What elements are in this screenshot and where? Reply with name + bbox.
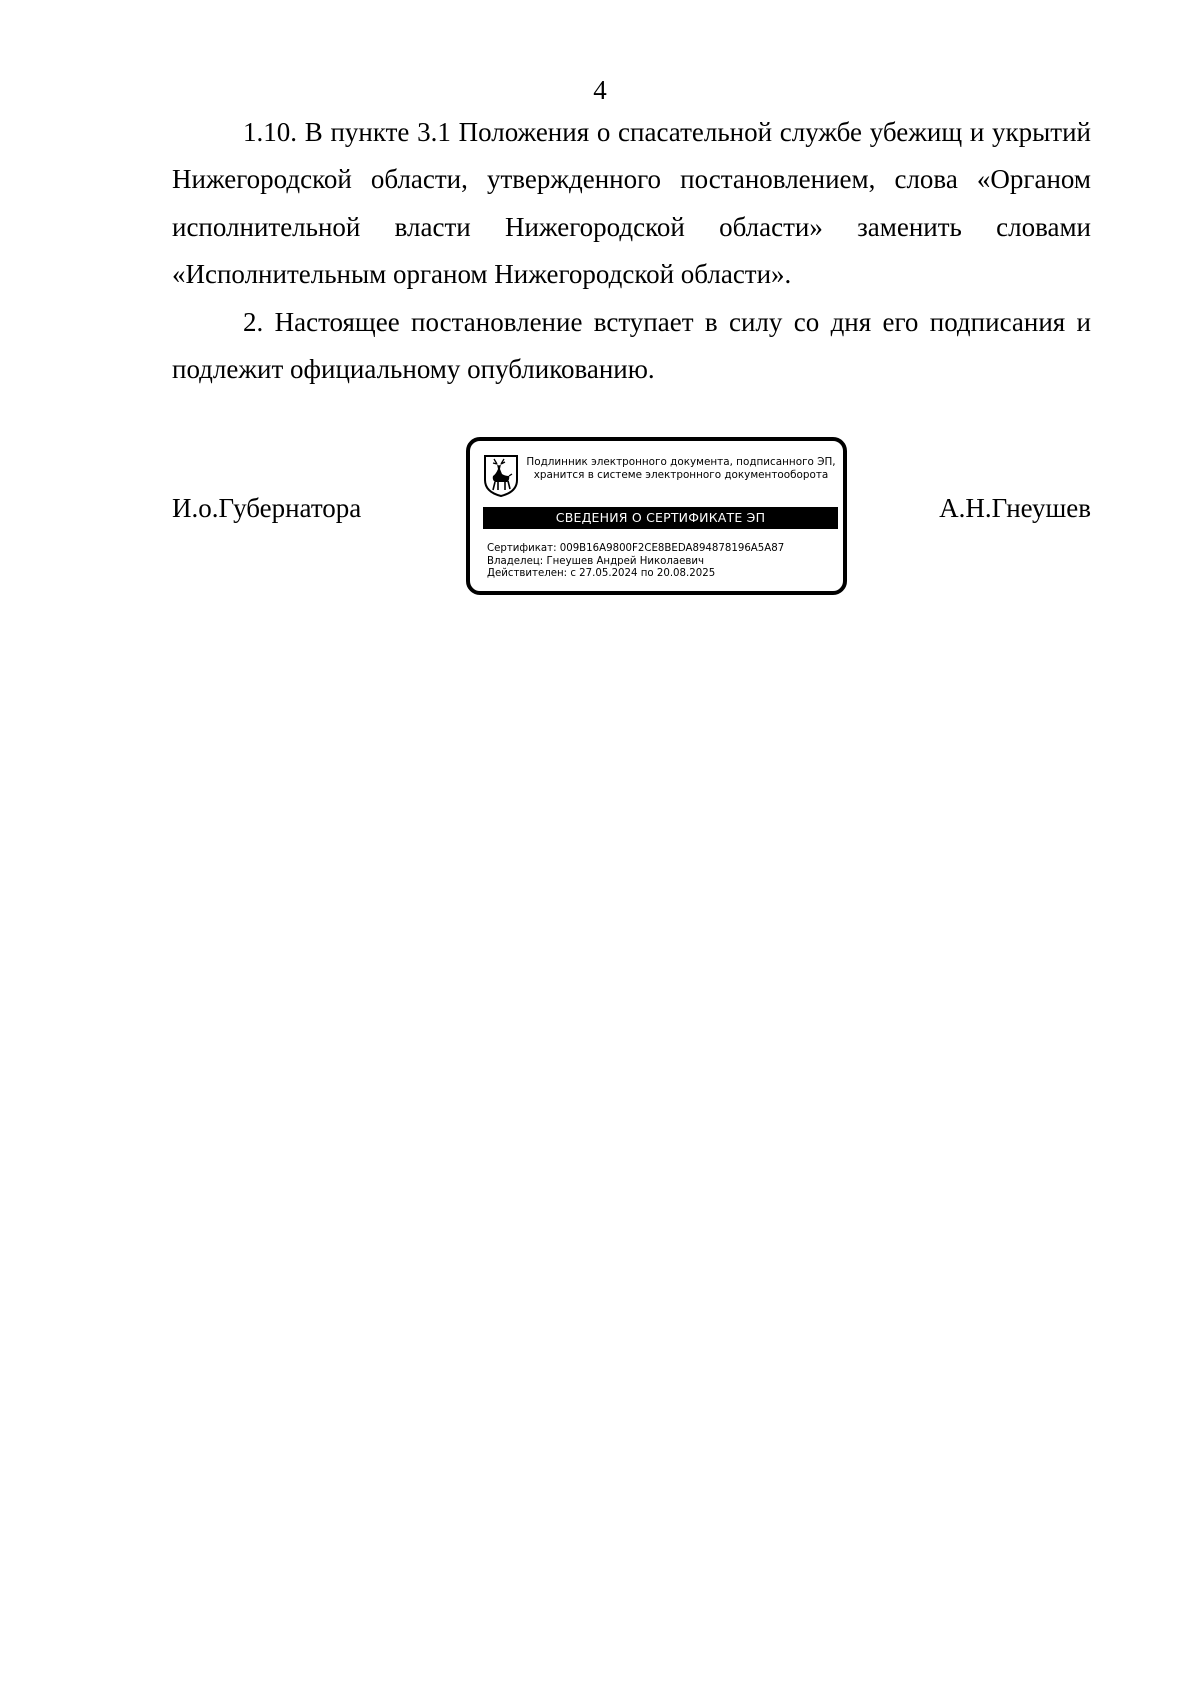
nizhny-novgorod-deer-emblem-icon: [483, 454, 519, 498]
stamp-certificate-details: [487, 543, 837, 581]
stamp-certificate-validity: Действителен: с 27.05.2024 по 20.08.2025: [487, 568, 716, 579]
stamp-certificate-banner: СВЕДЕНИЯ О СЕРТИФИКАТЕ ЭП: [483, 507, 838, 529]
paragraph-1-10: 1.10. В пункте 3.1 Положения о спасательной службе убежищ и укрытий Нижегородской области, утвержденного постановлением, слова «Органом исполнительной власти Нижегородской области» заменить словами «Исполнительным органом Нижегородской области».: [172, 117, 1091, 290]
page-number: 4: [593, 75, 607, 105]
document-body: [172, 109, 1091, 393]
signatory-position: И.о.Губернатора: [172, 493, 362, 523]
stamp-certificate-number: Сертификат: 009B16A9800F2CE8BEDA894878196A5A87: [487, 543, 785, 554]
paragraph-2: 2. Настоящее постановление вступает в силу со дня его подписания и подлежит официальному опубликованию.: [172, 306, 1091, 385]
stamp-header-line-2: хранится в системе электронного документооборота: [533, 469, 829, 481]
electronic-signature-stamp: [466, 437, 847, 595]
stamp-header: [522, 456, 840, 482]
stamp-certificate-owner: Владелец: Гнеушев Андрей Николаевич: [487, 555, 705, 567]
signatory-name: А.Н.Гнеушев: [939, 493, 1091, 523]
stamp-header-line-1: Подлинник электронного документа, подписанного ЭП,: [526, 456, 836, 468]
